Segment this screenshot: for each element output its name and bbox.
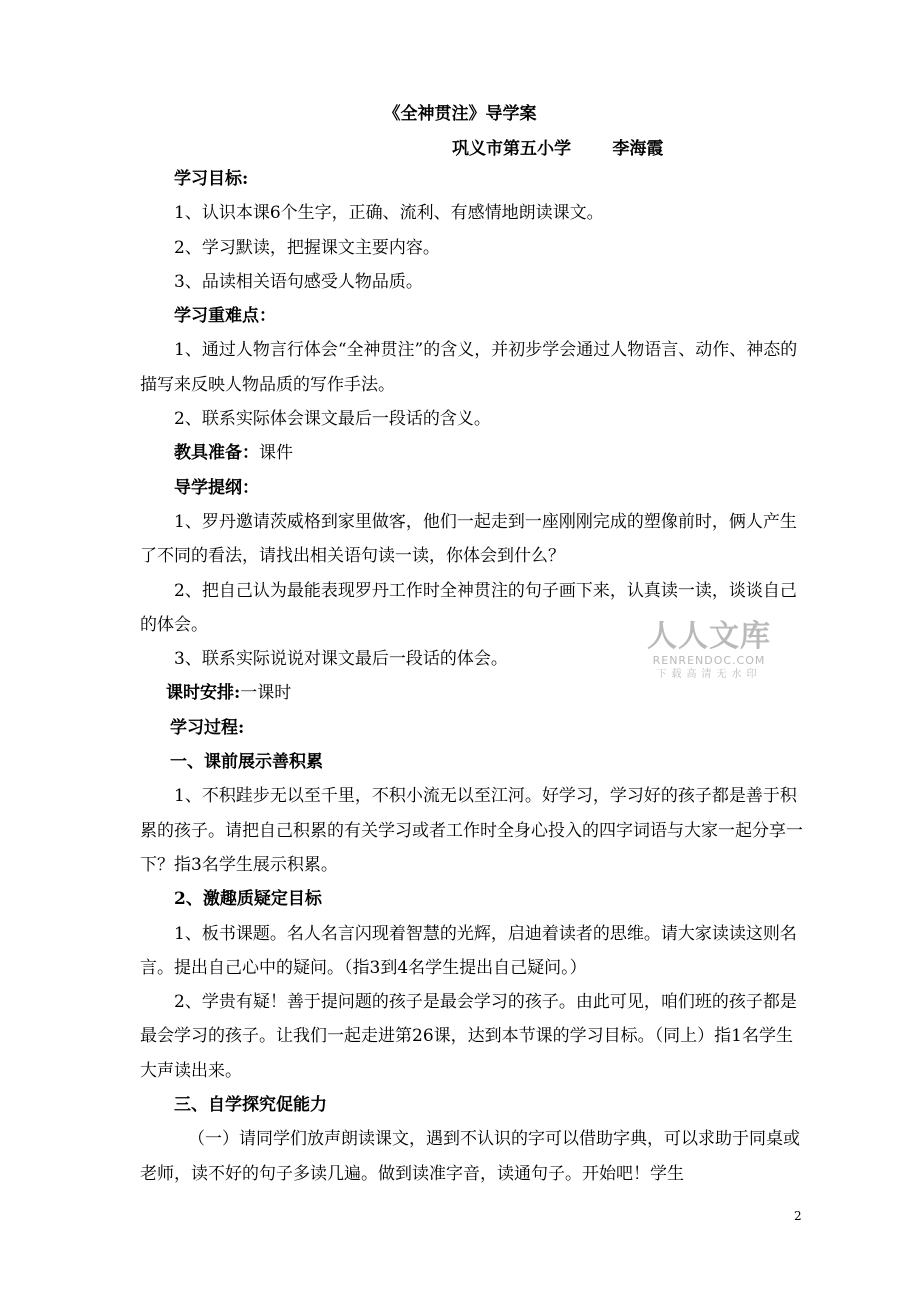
tools-value: 课件 [259, 443, 293, 464]
part1-heading: 一、课前展示善积累 [170, 752, 323, 773]
process-heading: 学习过程: [170, 717, 245, 738]
watermark-title: 人人文库 [647, 619, 771, 654]
author-line: 巩义市第五小学 李海霞 [452, 139, 664, 159]
part3-text: （一）请同学们放声朗读课文，遇到不认识的字可以借助字典，可以求助于同桌或老师，读不好的句子多读几遍。做到读准字音，读通句子。开始吧！学生 [140, 1129, 800, 1184]
outline-item: 3、联系实际说说对课文最后一段话的体会。 [174, 649, 508, 670]
document-title: 《全神贯注》导学案 [383, 104, 537, 124]
key-point-item: 1、通过人物言行体会“全神贯注”的含义，并初步学会通过人物语言、动作、神态的描写来反映人物品质的写作手法。 [140, 340, 798, 395]
watermark-subtitle: 下载高清无水印 [656, 669, 762, 680]
outline-heading: 导学提纲： [174, 477, 259, 498]
part1-text: 1、不积跬步无以至千里，不积小流无以至江河。好学习，学习好的孩子都是善于积累的孩子。请把自己积累的有关学习或者工作时全身心投入的四字词语与大家一起分享一下？指3名学生展示积累。 [140, 786, 803, 875]
watermark [646, 620, 772, 682]
key-point-item: 2、联系实际体会课文最后一段话的含义。 [174, 409, 491, 430]
part3-heading: 三、自学探究促能力 [174, 1095, 327, 1116]
outline-item: 2、把自己认为最能表现罗丹工作时全神贯注的句子画下来，认真读一读，谈谈自己的体会。 [140, 580, 797, 635]
time-label: 课时安排: [166, 683, 241, 704]
part2-item: 1、板书课题。名人名言闪现着智慧的光辉，启迪着读者的思维。请大家读读这则名言。提出自己心中的疑问。（指3到4名学生提出自己疑问。） [140, 923, 797, 978]
part2-heading: 2、激趣质疑定目标 [174, 889, 322, 910]
goal-item: 2、学习默读，把握课文主要内容。 [174, 237, 440, 258]
tools-line [140, 436, 806, 470]
goal-item: 1、认识本课6个生字，正确、流利、有感情地朗读课文。 [174, 203, 604, 224]
watermark-url: RENRENDOC.COM [652, 654, 766, 667]
goals-heading: 学习目标: [174, 169, 249, 189]
page-number: 2 [794, 1209, 802, 1223]
outline-item: 1、罗丹邀请茨威格到家里做客，他们一起走到一座刚刚完成的塑像前时，俩人产生了不同的看法，请找出相关语句读一读，你体会到什么？ [140, 511, 797, 567]
key-points-heading: 学习重难点： [174, 306, 276, 327]
part2-item: 2、学贵有疑！善于提问题的孩子是最会学习的孩子。由此可见，咱们班的孩子都是最会学习的孩子。让我们一起走进第26课，达到本节课的学习目标。（同上）指1名学生大声读出来。 [140, 992, 797, 1081]
goal-item: 3、品读相关语句感受人物品质。 [174, 271, 423, 292]
time-value: 一课时 [240, 683, 292, 704]
tools-label: 教具准备： [174, 443, 259, 464]
